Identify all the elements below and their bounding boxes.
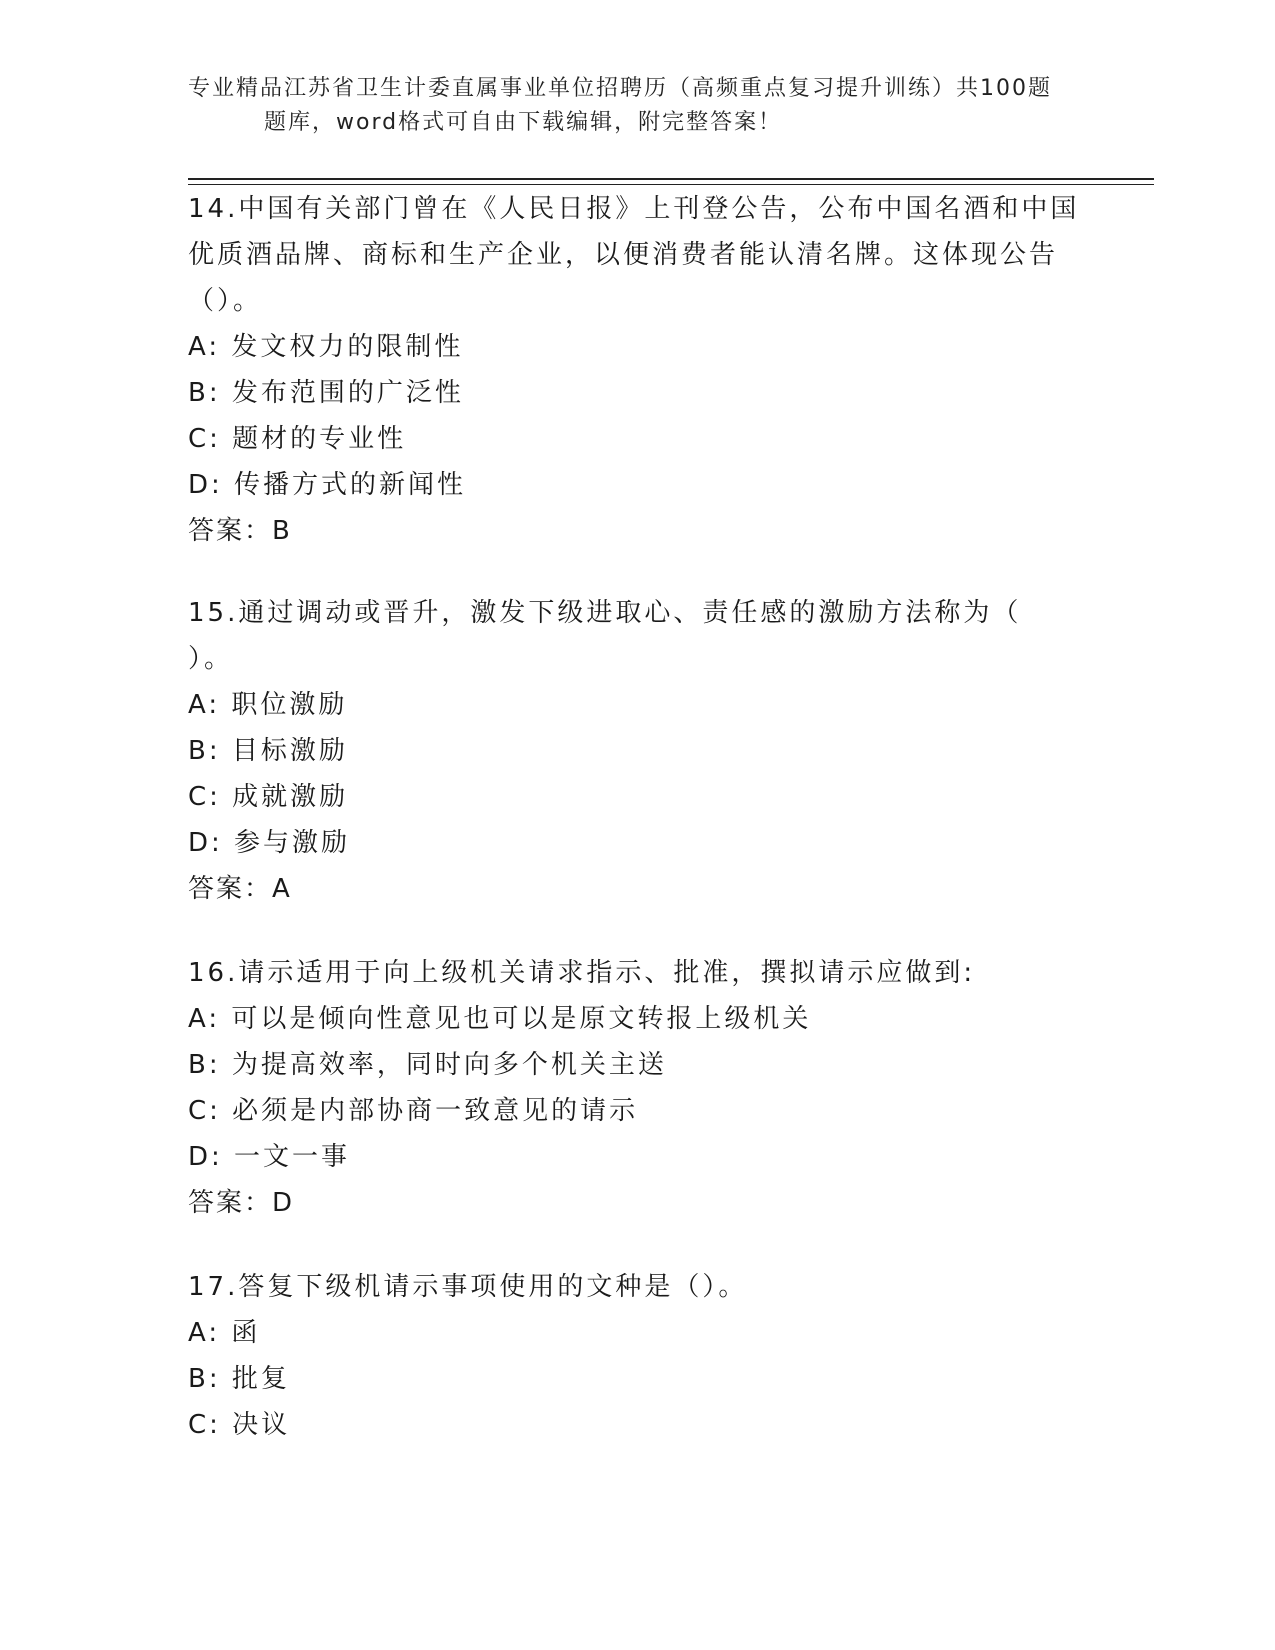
option-c: C: 必须是内部协商一致意见的请示 xyxy=(188,1096,639,1126)
option-c: C: 题材的专业性 xyxy=(188,424,407,454)
option-b: B: 目标激励 xyxy=(188,736,348,766)
question-stem-line: 17.答复下级机请示事项使用的文种是（）。 xyxy=(188,1272,748,1302)
header-divider-thin xyxy=(188,184,1154,185)
option-a: A: 可以是倾向性意见也可以是原文转报上级机关 xyxy=(188,1004,812,1034)
question-stem-line: 优质酒品牌、商标和生产企业，以便消费者能认清名牌。这体现公告 xyxy=(188,240,1059,270)
option-b: B: 批复 xyxy=(188,1364,290,1394)
question-14 xyxy=(188,186,1088,554)
option-c: C: 成就激励 xyxy=(188,782,349,812)
question-stem-line: （）。 xyxy=(188,286,263,316)
option-c: C: 决议 xyxy=(188,1410,291,1440)
document-header xyxy=(188,72,1088,140)
question-stem-line: 15.通过调动或晋升，激发下级进取心、责任感的激励方法称为（ xyxy=(188,598,1022,628)
answer: 答案：D xyxy=(188,1188,295,1218)
option-d: D: 参与激励 xyxy=(188,828,351,858)
option-d: D: 一文一事 xyxy=(188,1142,351,1172)
answer: 答案：B xyxy=(188,516,292,546)
question-17 xyxy=(188,1264,1088,1448)
option-a: A: 职位激励 xyxy=(188,690,348,720)
answer: 答案：A xyxy=(188,874,292,904)
question-stem-line: 16.请示适用于向上级机关请求指示、批准，撰拟请示应做到: xyxy=(188,958,976,988)
header-title-line-1: 专业精品江苏省卫生计委直属事业单位招聘历（高频重点复习提升训练）共100题 xyxy=(188,76,1052,101)
question-stem-line: 14.中国有关部门曾在《人民日报》上刊登公告，公布中国名酒和中国 xyxy=(188,194,1080,224)
question-15 xyxy=(188,590,1088,912)
option-a: A: 函 xyxy=(188,1318,261,1348)
question-16 xyxy=(188,950,1088,1226)
header-divider-thick xyxy=(188,178,1154,180)
option-d: D: 传播方式的新闻性 xyxy=(188,470,467,500)
option-b: B: 为提高效率，同时向多个机关主送 xyxy=(188,1050,667,1080)
question-stem-line: ）。 xyxy=(188,644,234,674)
option-a: A: 发文权力的限制性 xyxy=(188,332,464,362)
option-b: B: 发布范围的广泛性 xyxy=(188,378,464,408)
header-title-line-2: 题库，word格式可自由下载编辑，附完整答案！ xyxy=(264,110,783,135)
